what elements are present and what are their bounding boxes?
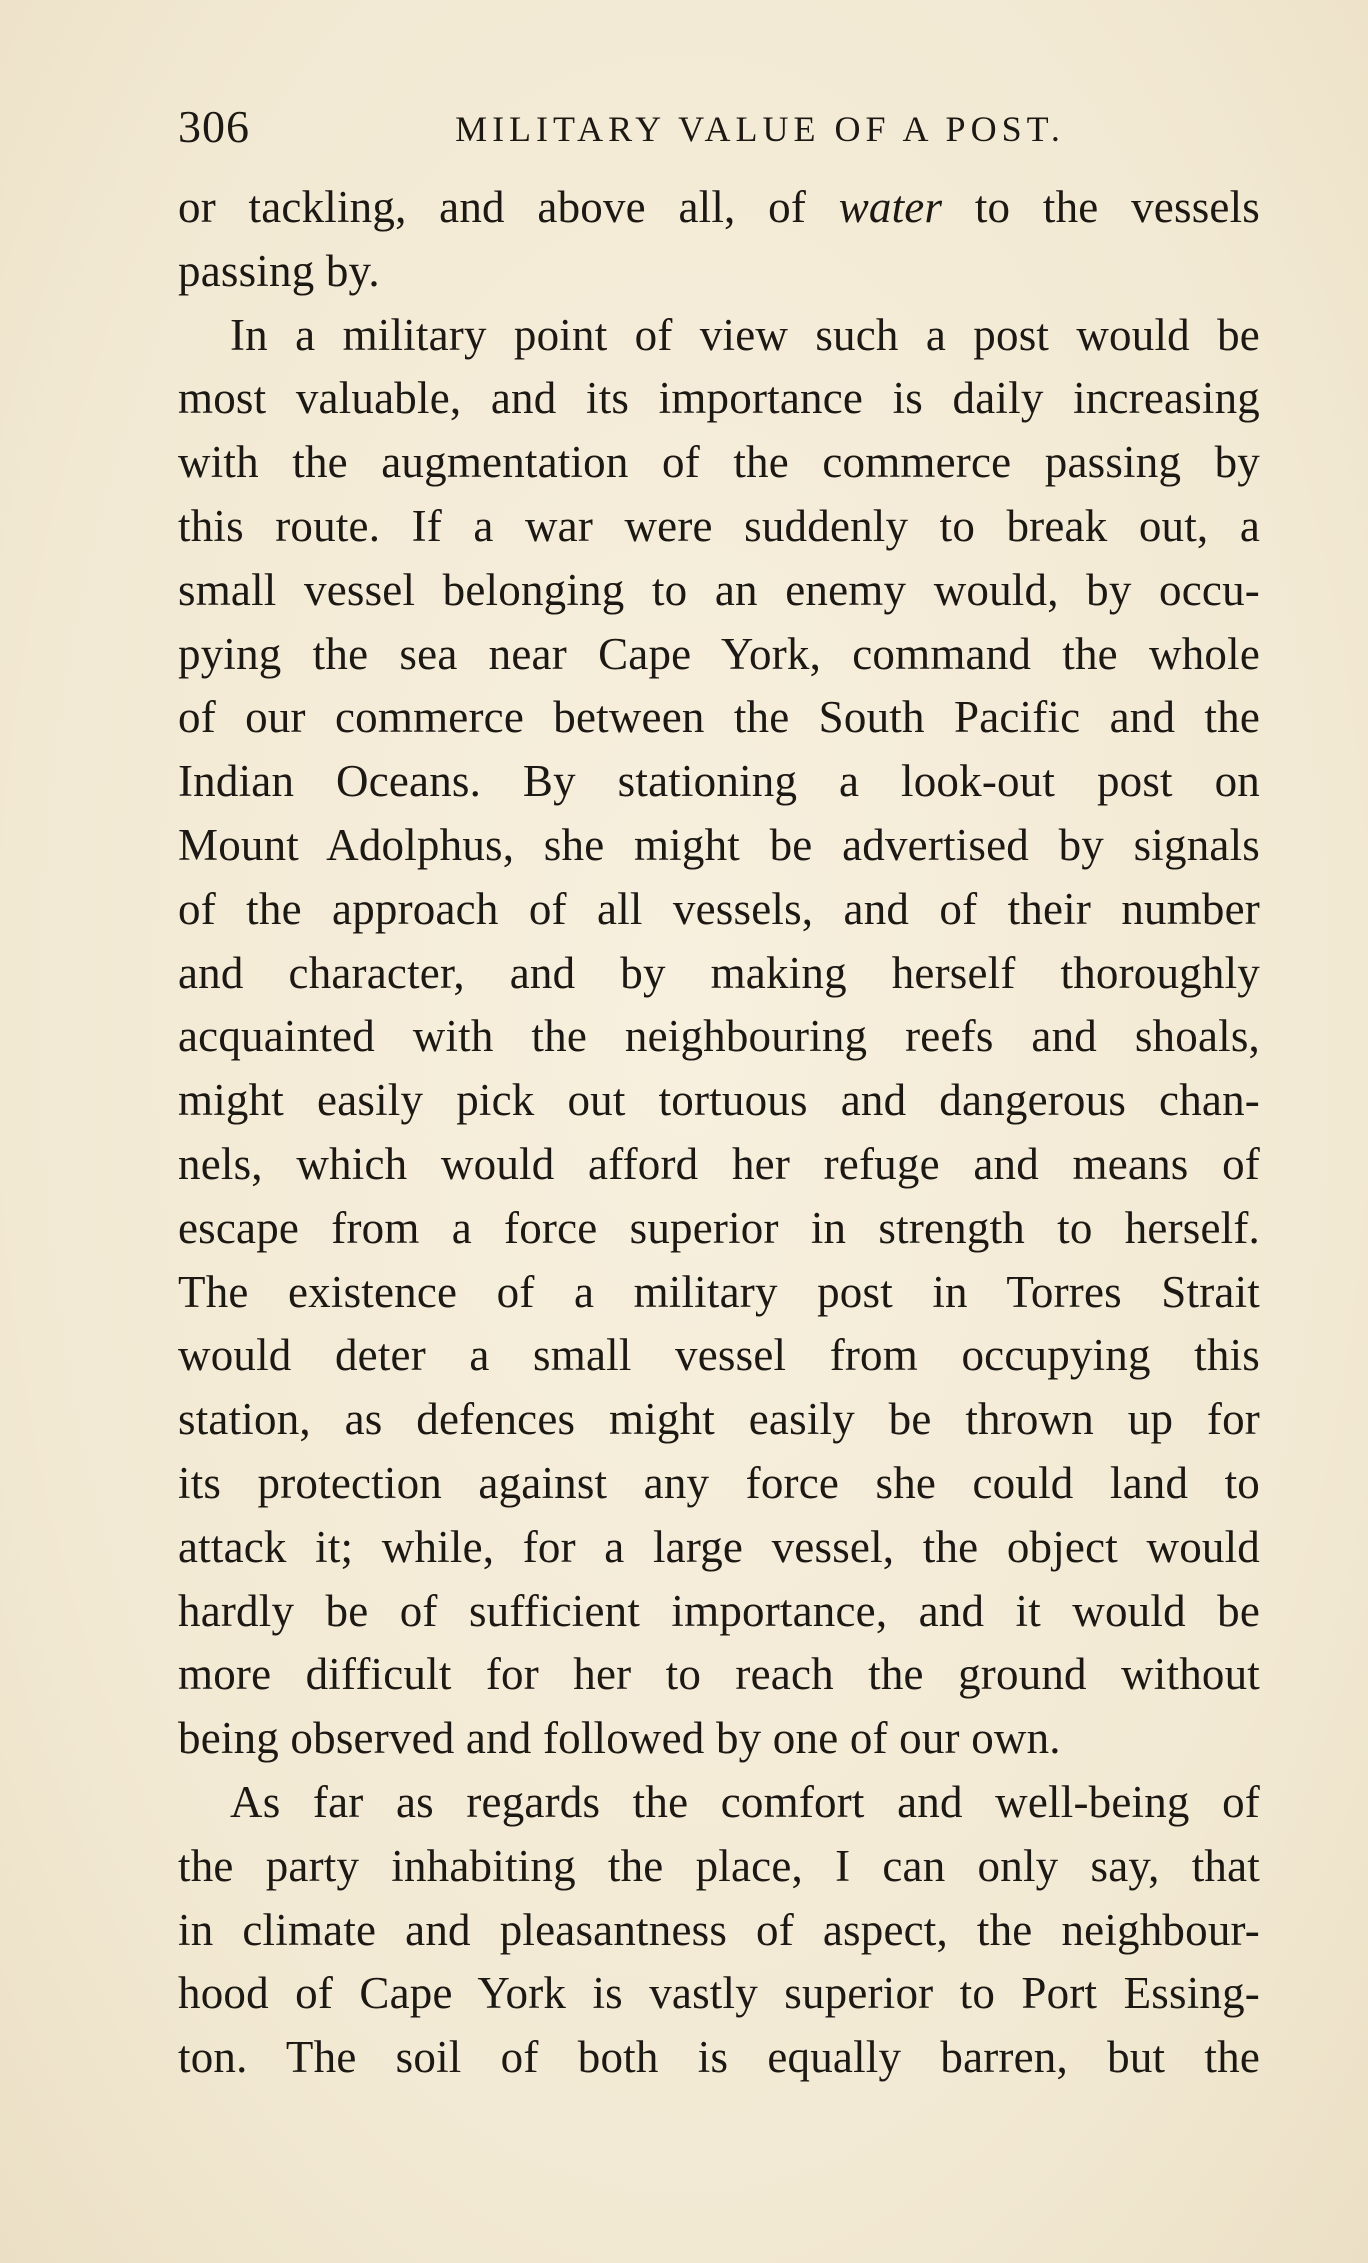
text-line: small vessel belonging to an enemy would, by occu- [178, 564, 1260, 615]
text-line: and character, and by making herself thoroughly [178, 947, 1260, 998]
text-line: its protection against any force she could land to [178, 1457, 1260, 1508]
text-line: Indian Oceans. By stationing a look-out post on [178, 756, 1260, 807]
text-line: might easily pick out tortuous and dangerous chan- [178, 1075, 1260, 1126]
text-line: Mount Adolphus, she might be advertised by signals [178, 819, 1260, 870]
page-number: 306 [178, 101, 250, 152]
text-line: ton. The soil of both is equally barren, but the [178, 2032, 1260, 2083]
text-line: more difficult for her to reach the ground without [178, 1649, 1260, 1700]
paragraph-start-line: In a military point of view such a post would be [230, 309, 1260, 360]
text-line: of our commerce between the South Pacific and the [178, 692, 1260, 743]
text-line: in climate and pleasantness of aspect, the neighbour- [178, 1904, 1260, 1955]
text-line: or tackling, and above all, of water to the vessels [178, 182, 1260, 232]
emphasized-word: water [838, 182, 943, 232]
text-line: acquainted with the neighbouring reefs and shoals, [178, 1011, 1260, 1062]
text-line: station, as defences might easily be thrown up for [178, 1394, 1260, 1445]
page-header [170, 100, 1260, 160]
text-line: pying the sea near Cape York, command the whole [178, 628, 1260, 679]
text-line: of the approach of all vessels, and of their number [178, 883, 1260, 934]
text-line: The existence of a military post in Torres Strait [178, 1266, 1260, 1317]
text-line: attack it; while, for a large vessel, the object would [178, 1521, 1260, 1572]
running-title: MILITARY VALUE OF A POST. [455, 109, 1065, 149]
text-line: most valuable, and its importance is daily increasing [178, 373, 1260, 424]
text-line: hood of Cape York is vastly superior to Port Essing- [178, 1968, 1260, 2019]
text-line: this route. If a war were suddenly to break out, a [178, 500, 1260, 551]
text-line: the party inhabiting the place, I can only say, that [178, 1840, 1260, 1891]
text-line: would deter a small vessel from occupying this [178, 1330, 1260, 1381]
paragraph-start-line: As far as regards the comfort and well-being of [230, 1776, 1260, 1827]
text-line: with the augmentation of the commerce passing by [178, 437, 1260, 488]
text-line: nels, which would afford her refuge and means of [178, 1138, 1260, 1189]
text-line: hardly be of sufficient importance, and it would be [178, 1585, 1260, 1636]
text-line: passing by. [178, 245, 380, 296]
text-line: escape from a force superior in strength to herself. [178, 1202, 1260, 1253]
text-line: being observed and followed by one of our own. [178, 1713, 1061, 1764]
body-text [178, 176, 1260, 2090]
